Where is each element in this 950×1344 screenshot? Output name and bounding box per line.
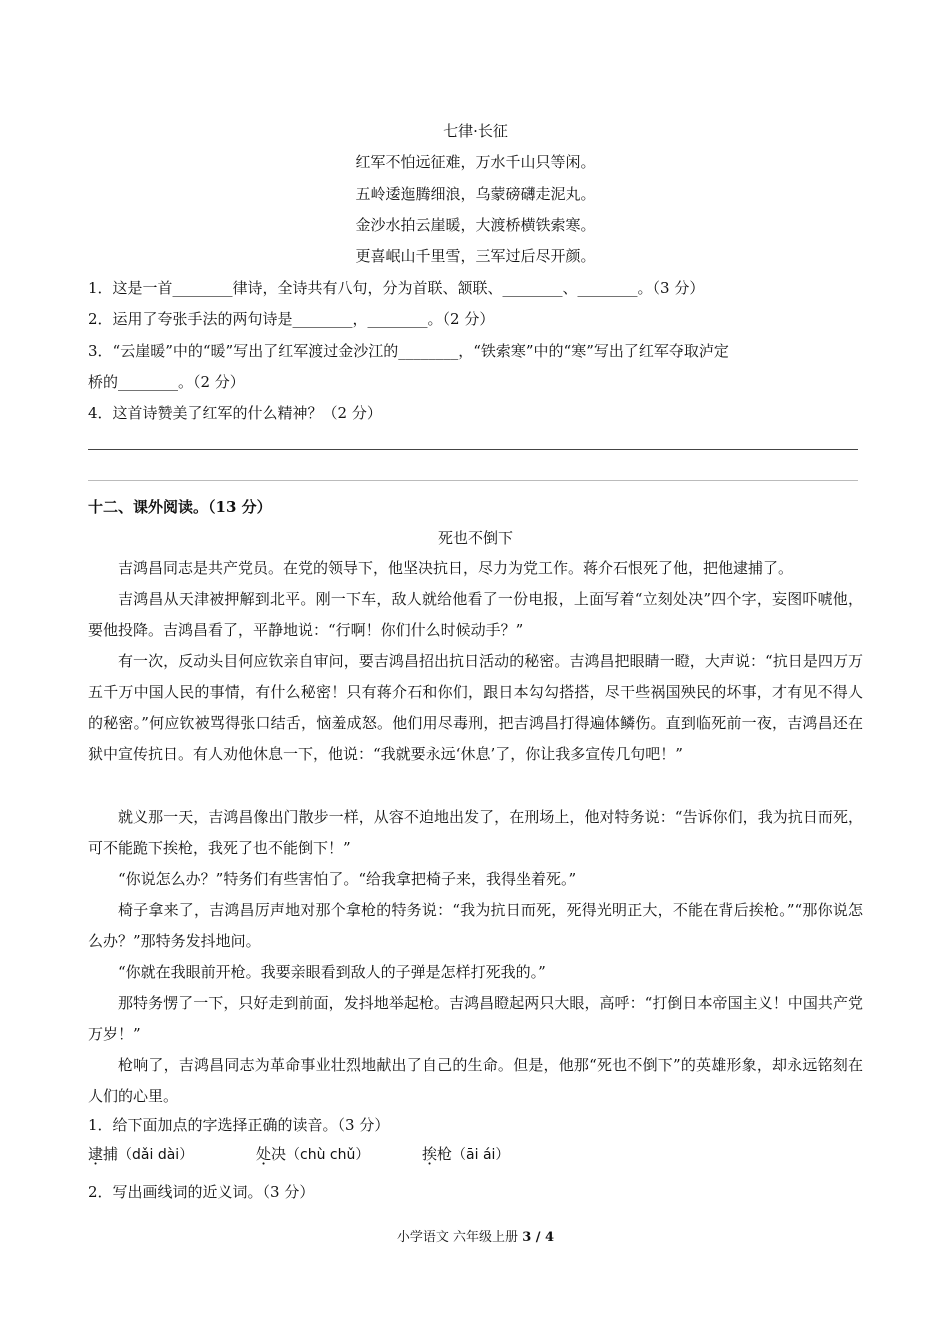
story-paragraph: 吉鸿昌同志是共产党员。在党的领导下，他坚决抗日，尽力为党工作。蒋介石恨死了他，把他逮捕了。 xyxy=(118,559,794,577)
answer-line[interactable] xyxy=(88,480,858,481)
question-4: 4．这首诗赞美了红军的什么精神？（2 分） xyxy=(88,404,382,422)
pinyin-options[interactable]: （dǎi dài） xyxy=(118,1147,194,1163)
dotted-char: 处 xyxy=(256,1145,272,1163)
story-paragraph: 吉鸿昌从天津被押解到北平。刚一下车，敌人就给他看了一份电报，上面写着“立刻处决”四个字，妄图吓唬他，要他投降。吉鸿昌看了，平静地说：“行啊！你们什么时候动手？” xyxy=(88,590,863,639)
question-1: 1．这是一首________律诗，全诗共有八句，分为首联、颔联、________、________。（3 分） xyxy=(88,279,705,297)
question-3-continued: 桥的________。（2 分） xyxy=(88,373,245,391)
pinyin-item: 处决（chù chǔ） xyxy=(256,1145,370,1163)
story-paragraph: 有一次，反动头目何应钦亲自审问，要吉鸿昌招出抗日活动的秘密。吉鸿昌把眼睛一瞪，大声说：“抗日是四万万五千万中国人民的事情，有什么秘密！只有蒋介石和你们，跟日本勾勾搭搭，尽干些祸国殃民的坏事，才有见不得人的秘密。”何应钦被骂得张口结舌，恼羞成怒。他们用尽毒刑，把吉鸿昌打得遍体鳞伤。直到临死前一夜，吉鸿昌还在狱中宣传抗日。有人劝他休息一下，他说：“我就要永远‘休息’了，你让我多宣传几句吧！” xyxy=(88,652,863,763)
pinyin-item: 逮捕（dǎi dài） xyxy=(88,1145,194,1163)
question-2: 2．运用了夸张手法的两句诗是________，________。（2 分） xyxy=(88,310,495,328)
poem-line: 更喜岷山千里雪，三军过后尽开颜。 xyxy=(355,247,596,265)
pinyin-item: 挨枪（āi ái） xyxy=(422,1145,510,1163)
poem-line: 红军不怕远征难，万水千山只等闲。 xyxy=(355,153,596,171)
reading-question-1: 1．给下面加点的字选择正确的读音。（3 分） xyxy=(88,1116,390,1134)
page-number: 3 / 4 xyxy=(522,1230,555,1245)
footer-subject: 小学语文 六年级上册 xyxy=(396,1230,523,1245)
poem-line: 金沙水拍云崖暖，大渡桥横铁索寒。 xyxy=(355,216,596,234)
dotted-char: 逮 xyxy=(88,1145,104,1163)
story-paragraph: “你就在我眼前开枪。我要亲眼看到敌人的子弹是怎样打死我的。” xyxy=(118,963,546,981)
page-footer xyxy=(88,1226,863,1245)
pinyin-options[interactable]: （āi ái） xyxy=(452,1147,510,1163)
story-paragraph: 枪响了，吉鸿昌同志为革命事业壮烈地献出了自己的生命。但是，他那“死也不倒下”的英雄形象，却永远铭刻在人们的心里。 xyxy=(88,1056,863,1105)
story-paragraph: 椅子拿来了，吉鸿昌厉声地对那个拿枪的特务说：“我为抗日而死，死得光明正大，不能在背后挨枪。”“那你说怎么办？”那特务发抖地问。 xyxy=(88,901,863,950)
answer-line[interactable] xyxy=(88,449,858,450)
pinyin-options[interactable]: （chù chǔ） xyxy=(286,1147,370,1163)
question-3: 3．“云崖暖”中的“暖”写出了红军渡过金沙江的________，“铁索寒”中的“寒”写出了红军夺取泸定 xyxy=(88,342,729,360)
story-paragraph: “你说怎么办？”特务们有些害怕了。“给我拿把椅子来，我得坐着死。” xyxy=(118,870,577,888)
story-paragraph: 就义那一天，吉鸿昌像出门散步一样，从容不迫地出发了，在刑场上，他对特务说：“告诉你们，我为抗日而死，可不能跪下挨枪，我死了也不能倒下！” xyxy=(88,808,863,857)
pinyin-row xyxy=(88,1143,863,1164)
section-heading: 十二、课外阅读。（13 分） xyxy=(88,498,272,516)
poem-line: 五岭逶迤腾细浪，乌蒙磅礴走泥丸。 xyxy=(355,185,596,203)
story-paragraph: 那特务愣了一下，只好走到前面，发抖地举起枪。吉鸿昌瞪起两只大眼，高呼：“打倒日本帝国主义！中国共产党万岁！” xyxy=(88,994,863,1043)
reading-question-2: 2．写出画线词的近义词。（3 分） xyxy=(88,1183,315,1201)
poem-title: 七律·长征 xyxy=(443,122,508,140)
dotted-char: 挨 xyxy=(422,1145,438,1163)
story-title: 死也不倒下 xyxy=(437,529,513,547)
